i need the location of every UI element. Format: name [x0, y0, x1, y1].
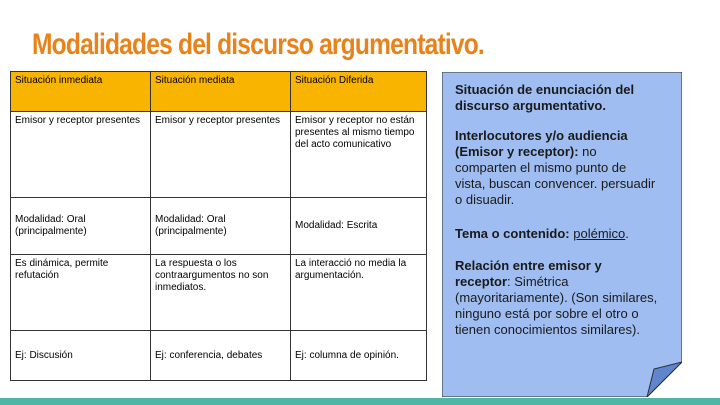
- table-cell: La respuesta o los contraargumentos no son inmediatos.: [151, 255, 291, 331]
- table-cell: Emisor y receptor presentes: [11, 112, 151, 198]
- table-cell: Ej: Discusión: [11, 331, 151, 381]
- table-cell: La interacció no media la argumentación.: [291, 255, 427, 331]
- note-content: [455, 82, 660, 338]
- table-cell: Es dinámica, permite refutación: [11, 255, 151, 331]
- relation-label: Relación entre emisor y receptor: [455, 258, 602, 289]
- header-cell: Situación mediata: [151, 72, 291, 112]
- modalities-table: [10, 71, 427, 381]
- topic-paragraph: [455, 226, 660, 242]
- slide-title: Modalidades del discurso argumentativo.: [32, 28, 484, 61]
- topic-end: .: [625, 226, 629, 241]
- table-cell: Emisor y receptor presentes: [151, 112, 291, 198]
- header-cell: Situación inmediata: [11, 72, 151, 112]
- table-cell: Modalidad: Escrita: [291, 198, 427, 255]
- interlocutors-label: Interlocutores y/o audiencia (Emisor y receptor):: [455, 128, 628, 159]
- relation-paragraph: [455, 258, 660, 338]
- table-row: [11, 331, 427, 381]
- topic-value: polémico: [573, 226, 626, 241]
- topic-label: Tema o contenido:: [455, 226, 570, 241]
- table-row: [11, 112, 427, 198]
- interlocutors-text: no comparten el mismo punto de vista, buscan convencer. persuadir o disuadir.: [455, 144, 656, 207]
- note-heading: Situación de enunciación del discurso argumentativo.: [455, 82, 635, 113]
- table-header-row: [11, 72, 427, 112]
- table-row: [11, 198, 427, 255]
- relation-text: : Simétrica (mayoritariamente). (Son similares, ninguno está por sobre el otro o tienen conocimientos similares).: [455, 274, 658, 337]
- table-cell: Emisor y receptor no están presentes al mismo tiempo del acto comunicativo: [291, 112, 427, 198]
- bottom-accent-bar: [0, 398, 720, 405]
- table-cell: Modalidad: Oral (principalmente): [151, 198, 291, 255]
- table-row: [11, 255, 427, 331]
- enunciation-note: [442, 72, 682, 397]
- table-cell: Ej: conferencia, debates: [151, 331, 291, 381]
- interlocutors-paragraph: [455, 128, 660, 208]
- table-cell: Ej: columna de opinión.: [291, 331, 427, 381]
- header-cell: Situación Diferida: [291, 72, 427, 112]
- table-cell: Modalidad: Oral (principalmente): [11, 198, 151, 255]
